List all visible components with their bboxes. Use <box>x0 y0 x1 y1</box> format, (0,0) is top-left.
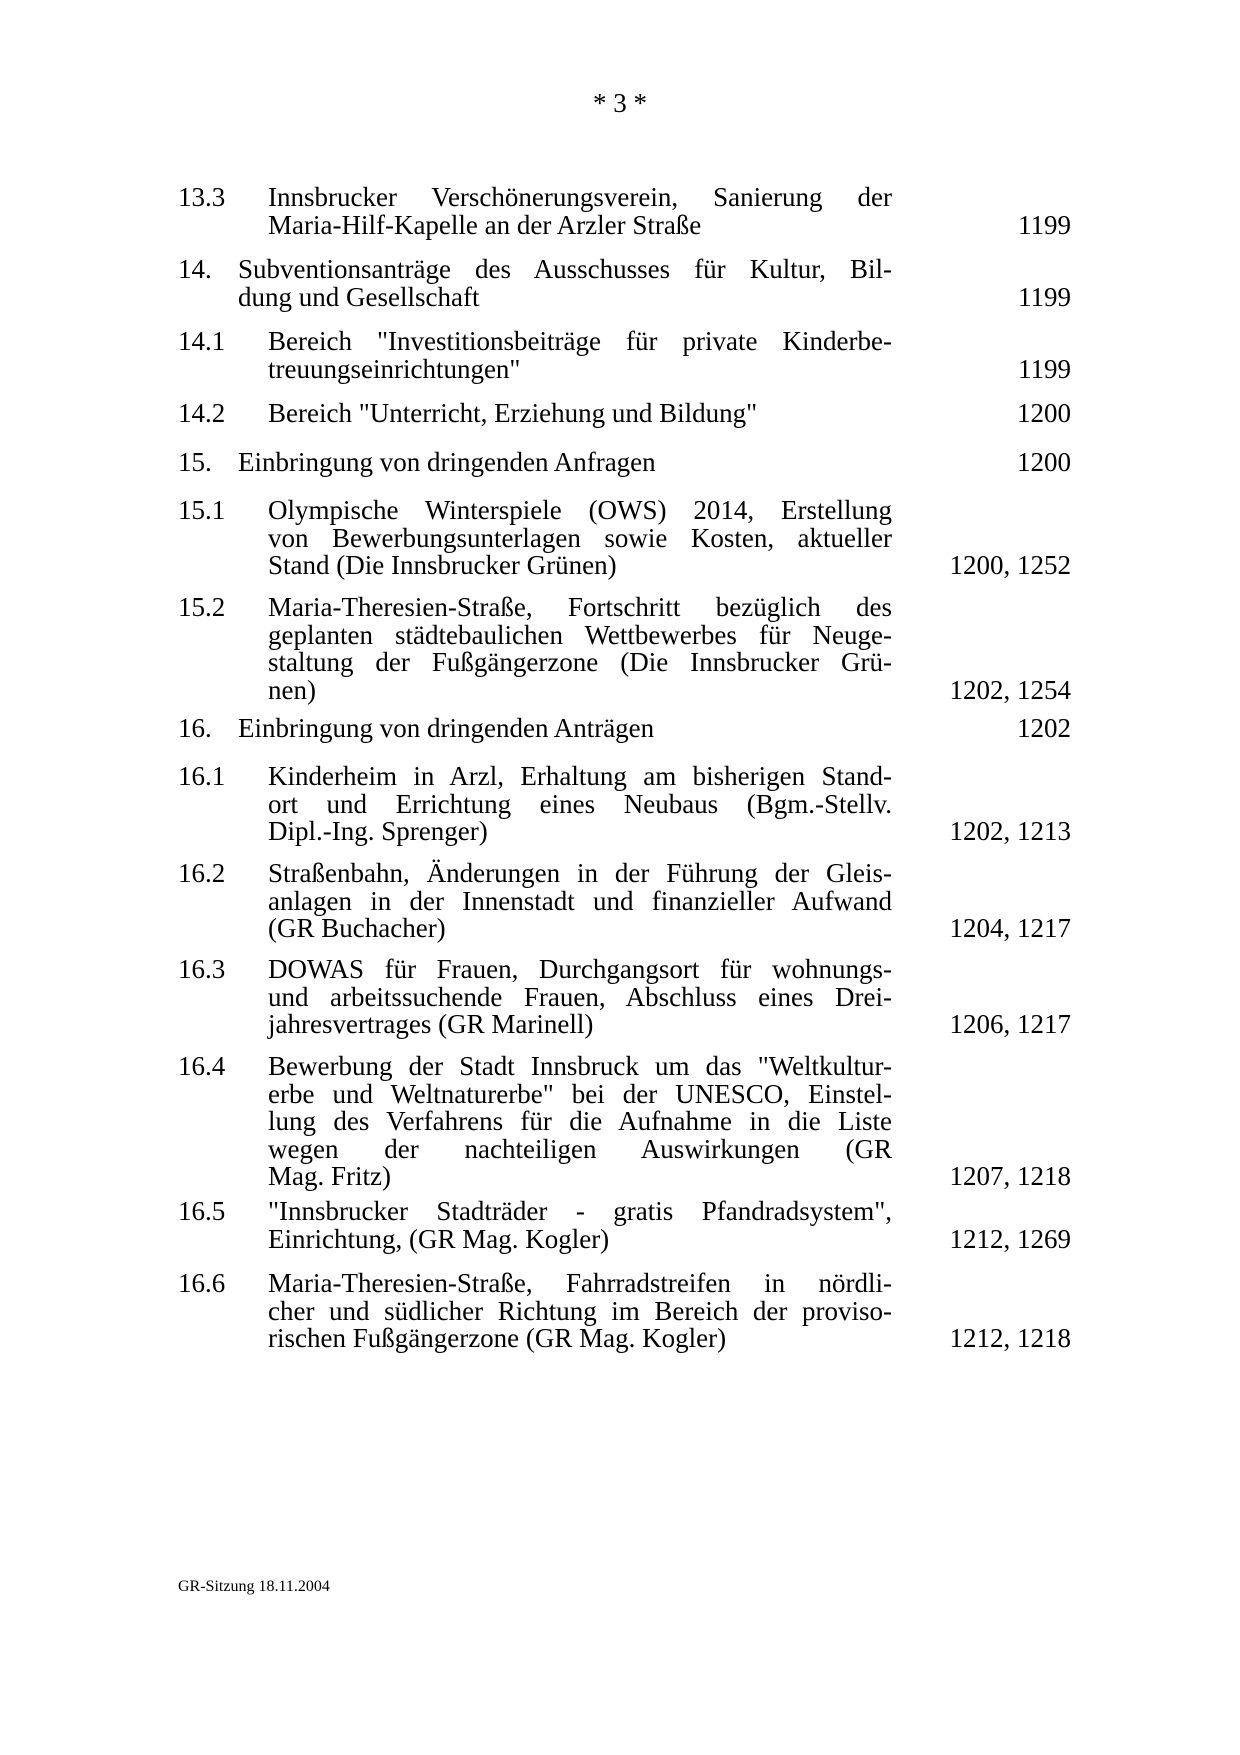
toc-entry-title <box>238 715 892 743</box>
toc-entry-pages: 1206, 1217 <box>949 1009 1071 1039</box>
toc-entry-title-line: erbe und Weltnaturerbe" bei der UNESCO, Einstel- <box>268 1078 892 1109</box>
toc-entry-title <box>238 256 892 311</box>
toc-entry-title-line: und arbeitssuchende Frauen, Abschluss eines Drei- <box>268 981 892 1012</box>
toc-entry-title-line: cher und südlicher Richtung im Bereich der proviso- <box>268 1295 892 1326</box>
toc-entry-title-line: anlagen in der Innenstadt und finanzieller Aufwand <box>268 885 892 916</box>
toc-entry-title-line: Innsbrucker Verschönerungsverein, Sanierung der <box>268 182 892 212</box>
toc-entry-title-line: Bereich "Unterricht, Erziehung und Bildung" <box>268 398 758 428</box>
toc-entry-pages: 1212, 1218 <box>949 1323 1071 1353</box>
toc-entry-pages: 1207, 1218 <box>949 1161 1071 1191</box>
toc-entry-title <box>268 184 892 239</box>
toc-entry-number: 14. <box>178 254 212 284</box>
toc-entry-title-line: treuungseinrichtungen" <box>268 353 521 384</box>
toc-entry-title-line: Bereich "Investitionsbeiträge für private Kinderbe- <box>268 326 892 356</box>
toc-entry-pages: 1202, 1213 <box>949 816 1071 846</box>
toc-entry-pages: 1212, 1269 <box>949 1223 1071 1254</box>
toc-entry-title-line: "Innsbrucker Stadträder - gratis Pfandradsystem", <box>268 1196 892 1226</box>
toc-entry-pages: 1200 <box>1017 447 1071 477</box>
toc-entry-title-line: Einbringung von dringenden Anträgen <box>238 713 655 743</box>
toc-entry-title-line: Maria-Theresien-Straße, Fortschritt bezüglich des <box>268 592 892 622</box>
toc-entry-title <box>268 497 892 580</box>
toc-entry-title <box>268 860 892 943</box>
toc-entry-number: 15.1 <box>178 495 226 525</box>
toc-entry-pages: 1199 <box>1018 281 1071 312</box>
toc-entry-number: 16.3 <box>178 954 226 984</box>
toc-entry-title-line: rischen Fußgängerzone (GR Mag. Kogler) <box>268 1323 727 1353</box>
toc-entry-title-line: DOWAS für Frauen, Durchgangsort für wohnungs- <box>268 954 892 984</box>
toc-entry-title-line: staltung der Fußgängerzone (Die Innsbrucker Grü- <box>268 647 892 677</box>
toc-entry-pages: 1204, 1217 <box>949 913 1071 943</box>
toc-entry-number: 16.1 <box>178 761 226 791</box>
toc-entry-number: 14.1 <box>178 326 226 356</box>
toc-entry-title-line: Mag. Fritz) <box>268 1161 391 1191</box>
toc-entry-pages: 1202 <box>1017 713 1071 743</box>
toc-entry-title <box>268 956 892 1039</box>
toc-entry-number: 14.2 <box>178 398 226 428</box>
toc-entry-title-line: Olympische Winterspiele (OWS) 2014, Erstellung <box>268 495 892 525</box>
toc-entry-pages: 1199 <box>1018 353 1071 384</box>
toc-entry-title-line: Dipl.-Ing. Sprenger) <box>268 816 488 846</box>
toc-entry-title-line: jahresvertrages (GR Marinell) <box>268 1009 594 1039</box>
toc-entry-title-line: dung und Gesellschaft <box>238 281 480 312</box>
toc-entry-title-line: geplanten städtebaulichen Wettbewerbes für Neuge- <box>268 619 892 650</box>
toc-entry-title-line: Maria-Theresien-Straße, Fahrradstreifen in nördli- <box>268 1268 892 1298</box>
toc-entry-title <box>268 400 892 428</box>
toc-entry-number: 16.4 <box>178 1051 226 1081</box>
toc-entry-title <box>268 1198 892 1253</box>
toc-entry-title-line: lung des Verfahrens für die Aufnahme in die Liste <box>268 1106 892 1136</box>
page-number: * 3 * <box>593 88 647 118</box>
toc-entry-title-line: Einrichtung, (GR Mag. Kogler) <box>268 1223 610 1254</box>
toc-entry-title-line: Maria-Hilf-Kapelle an der Arzler Straße <box>268 209 702 240</box>
toc-entry-number: 15. <box>178 447 212 477</box>
toc-entry-title-line: Stand (Die Innsbrucker Grünen) <box>268 550 617 580</box>
toc-entry-title-line: ort und Errichtung eines Neubaus (Bgm.-Stellv. <box>268 788 892 819</box>
toc-entry-number: 16.2 <box>178 858 226 888</box>
toc-entry-number: 15.2 <box>178 592 226 622</box>
toc-entry-number: 16. <box>178 713 212 743</box>
toc-entry-number: 13.3 <box>178 182 226 212</box>
toc-entry-number: 16.6 <box>178 1268 226 1298</box>
toc-entry-title-line: Einbringung von dringenden Anfragen <box>238 447 656 477</box>
toc-entry-title-line: von Bewerbungsunterlagen sowie Kosten, aktueller <box>268 522 892 553</box>
toc-entry-title-line: Subventionsanträge des Ausschusses für Kultur, Bil- <box>238 254 892 284</box>
toc-entry-title-line: nen) <box>268 674 316 705</box>
toc-entry-pages: 1200 <box>1017 398 1071 428</box>
toc-entry-title <box>268 763 892 846</box>
toc-entry-pages: 1200, 1252 <box>949 550 1071 580</box>
footer-session-date: GR-Sitzung 18.11.2004 <box>178 1578 330 1595</box>
toc-entry-title-line: Straßenbahn, Änderungen in der Führung der Gleis- <box>268 858 892 888</box>
toc-entry-title-line: Kinderheim in Arzl, Erhaltung am bisherigen Stand- <box>268 761 892 791</box>
toc-entry-title-line: (GR Buchacher) <box>268 913 446 943</box>
toc-entry-title <box>268 594 892 704</box>
toc-entry-number: 16.5 <box>178 1196 226 1226</box>
toc-entry-pages: 1202, 1254 <box>949 674 1071 705</box>
toc-entry-title-line: wegen der nachteiligen Auswirkungen (GR <box>268 1133 892 1164</box>
toc-entry-title <box>268 1053 892 1191</box>
toc-entry-pages: 1199 <box>1018 209 1071 240</box>
toc-entry-title <box>238 449 892 477</box>
toc-entry-title <box>268 1270 892 1353</box>
toc-entry-title-line: Bewerbung der Stadt Innsbruck um das "Weltkultur- <box>268 1051 892 1081</box>
toc-entry-title <box>268 328 892 383</box>
